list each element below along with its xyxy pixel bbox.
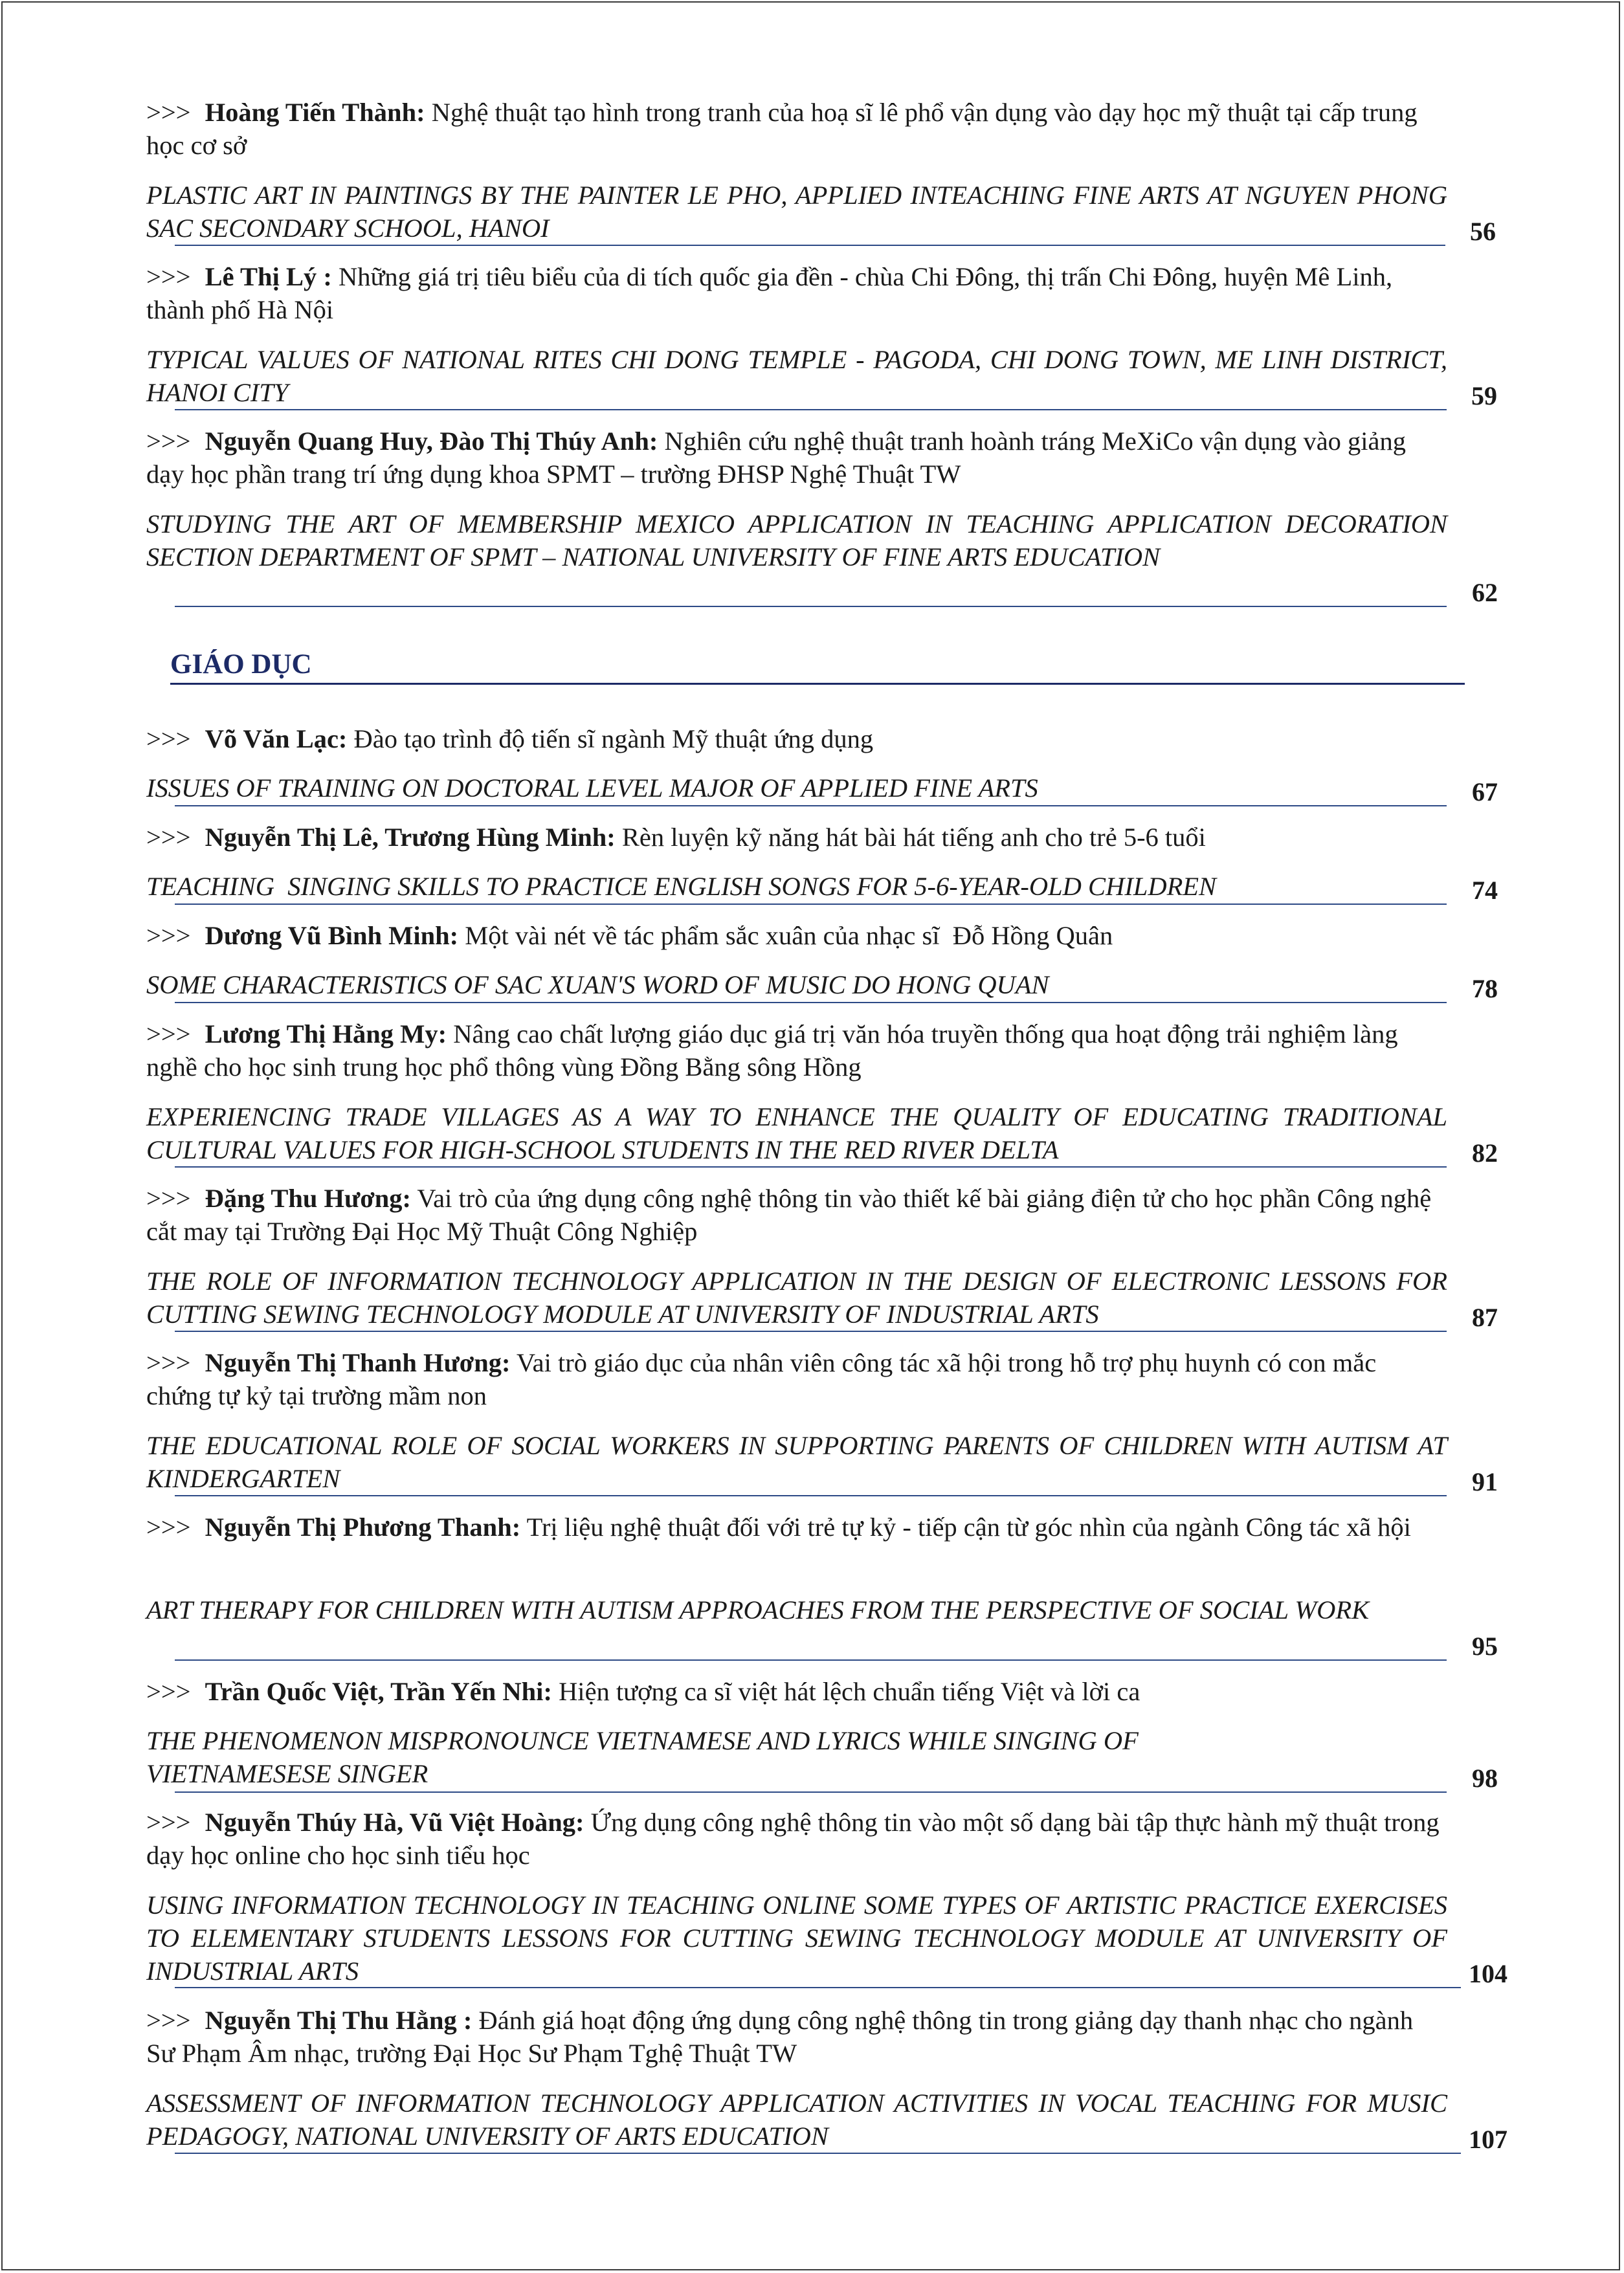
entry-author: Hoàng Tiến Thành: <box>205 98 425 127</box>
entry-page-number: 67 <box>1472 777 1498 806</box>
entry-english-title: THE PHENOMENON MISPRONOUNCE VIETNAMESE AND LYRICS WHILE SINGING OF VIETNAMESESE SINGER <box>146 1726 1139 1788</box>
entry-marker: >>> <box>146 921 191 950</box>
entry-page-number: 104 <box>1469 1959 1507 1988</box>
entry-english-title: ISSUES OF TRAINING ON DOCTORAL LEVEL MAJOR OF APPLIED FINE ARTS <box>146 773 1038 803</box>
entry-author: Võ Văn Lạc: <box>205 724 348 753</box>
entry-marker: >>> <box>146 262 191 291</box>
entry-page-number: 87 <box>1472 1303 1498 1332</box>
entry-page-number: 62 <box>1472 578 1498 607</box>
entry-page-number: 95 <box>1472 1632 1498 1661</box>
entry-page-number: 59 <box>1471 381 1497 410</box>
entry-leader-rule <box>175 1659 1447 1661</box>
entry-page-number: 78 <box>1472 974 1498 1003</box>
entry-title-vn: Trị liệu nghệ thuật đối với trẻ tự kỷ - tiếp cận từ góc nhìn của ngành Công tác xã hội <box>526 1513 1411 1542</box>
entry-title-vn: Ứng dụng công nghệ thông tin vào một số dạng bài tập thực hành mỹ thuật trong dạy học online cho học sinh tiểu học <box>146 1808 1440 1870</box>
entry-english-title: THE ROLE OF INFORMATION TECHNOLOGY APPLICATION IN THE DESIGN OF ELECTRONIC LESSONS FOR CUTTING SEWING TECHNOLOGY MODULE AT UNIVERSITY OF INDUSTRIAL ARTS <box>146 1267 1447 1329</box>
entry-leader-rule <box>175 1987 1461 1988</box>
entry-author: Trần Quốc Việt, Trần Yến Nhi: <box>205 1677 552 1706</box>
entry-title-vn: Đánh giá hoạt động ứng dụng công nghệ thông tin trong giảng dạy thanh nhạc cho ngành Sư Phạm Âm nhạc, trường Đại Học Sư Phạm Tghệ Thuật TW <box>146 2006 1414 2068</box>
entry-author: Nguyễn Thị Thanh Hương: <box>205 1348 511 1377</box>
entry-title-vn: Nghiên cứu nghệ thuật tranh hoành tráng MeXiCo vận dụng vào giảng dạy học phần trang trí ứng dụng khoa SPMT – trường ĐHSP Nghệ Thuật TW <box>146 427 1407 489</box>
entry-vietnamese-title <box>146 1017 1447 1083</box>
entry-vietnamese-title <box>146 1675 1447 1708</box>
entry-author: Nguyễn Quang Huy, Đào Thị Thúy Anh: <box>205 427 658 456</box>
entry-english-title: ART THERAPY FOR CHILDREN WITH AUTISM APPROACHES FROM THE PERSPECTIVE OF SOCIAL WORK <box>146 1595 1370 1624</box>
entry-leader-rule <box>175 409 1447 410</box>
entry-vietnamese-title <box>146 1806 1447 1872</box>
entry-author: Nguyễn Thị Thu Hằng : <box>205 2006 473 2035</box>
entry-leader-rule <box>175 2153 1461 2154</box>
entry-vietnamese-title <box>146 2004 1447 2070</box>
entry-vietnamese-title <box>146 722 1447 755</box>
entry-marker: >>> <box>146 98 191 127</box>
entry-author: Dương Vũ Bình Minh: <box>205 921 459 950</box>
entry-leader-rule <box>175 1791 1447 1793</box>
entry-marker: >>> <box>146 2006 191 2035</box>
entry-marker: >>> <box>146 1184 191 1213</box>
entry-vietnamese-title <box>146 96 1447 162</box>
entry-english-title: TYPICAL VALUES OF NATIONAL RITES CHI DONG TEMPLE - PAGODA, CHI DONG TOWN, ME LINH DISTRICT, HANOI CITY <box>146 345 1447 407</box>
entry-vietnamese-title <box>146 919 1447 952</box>
entry-title-vn: Rèn luyện kỹ năng hát bài hát tiếng anh cho trẻ 5-6 tuổi <box>621 823 1206 852</box>
entry-english-title: THE EDUCATIONAL ROLE OF SOCIAL WORKERS IN SUPPORTING PARENTS OF CHILDREN WITH AUTISM AT KINDERGARTEN <box>146 1431 1447 1493</box>
entry-marker: >>> <box>146 1808 191 1837</box>
entry-marker: >>> <box>146 823 191 852</box>
entry-author: Lương Thị Hằng My: <box>205 1019 447 1048</box>
entry-author: Đặng Thu Hương: <box>205 1184 412 1213</box>
entry-leader-rule <box>175 1495 1447 1496</box>
entry-title-vn: Nghệ thuật tạo hình trong tranh của hoạ sĩ lê phổ vận dụng vào dạy học mỹ thuật tại cấp trung học cơ sở <box>146 98 1418 160</box>
entry-english-title: SOME CHARACTERISTICS OF SAC XUAN'S WORD OF MUSIC DO HONG QUAN <box>146 970 1049 999</box>
entry-vietnamese-title <box>146 1511 1447 1544</box>
entry-leader-rule <box>175 1166 1447 1168</box>
entry-title-vn: Hiện tượng ca sĩ việt hát lệch chuẩn tiếng Việt và lời ca <box>559 1677 1140 1706</box>
entry-vietnamese-title <box>146 1182 1447 1248</box>
entry-marker: >>> <box>146 1677 191 1706</box>
entry-vietnamese-title <box>146 821 1447 854</box>
entry-title-vn: Nâng cao chất lượng giáo dục giá trị văn hóa truyền thống qua hoạt động trải nghiệm làng nghề cho học sinh trung học phổ thông vùng Đồng Bằng sông Hồng <box>146 1019 1398 1081</box>
entry-marker: >>> <box>146 724 191 753</box>
entry-english-title: EXPERIENCING TRADE VILLAGES AS A WAY TO ENHANCE THE QUALITY OF EDUCATING TRADITIONAL CULTURAL VALUES FOR HIGH-SCHOOL STUDENTS IN THE RED RIVER DELTA <box>146 1102 1447 1164</box>
entry-author: Nguyễn Thúy Hà, Vũ Việt Hoàng: <box>205 1808 584 1837</box>
entry-leader-rule <box>175 245 1445 246</box>
entry-english-title: PLASTIC ART IN PAINTINGS BY THE PAINTER LE PHO, APPLIED INTEACHING FINE ARTS AT NGUYEN PHONG SAC SECONDARY SCHOOL, HANOI <box>146 181 1447 243</box>
entry-page-number: 98 <box>1472 1764 1498 1793</box>
entry-leader-rule <box>175 805 1447 806</box>
entry-title-vn: Những giá trị tiêu biểu của di tích quốc gia đền - chùa Chi Đông, thị trấn Chi Đông, huyện Mê Linh, thành phố Hà Nội <box>146 262 1393 324</box>
entry-title-vn: Đào tạo trình độ tiến sĩ ngành Mỹ thuật ứng dụng <box>353 724 874 753</box>
entry-page-number: 56 <box>1470 217 1496 246</box>
entry-english-title: USING INFORMATION TECHNOLOGY IN TEACHING ONLINE SOME TYPES OF ARTISTIC PRACTICE EXERCISES TO ELEMENTARY STUDENTS LESSONS FOR CUTTING SEWING TECHNOLOGY MODULE AT UNIVERSITY OF INDUSTRIAL ARTS <box>146 1890 1447 1986</box>
entry-marker: >>> <box>146 1513 191 1542</box>
entry-title-vn: Vai trò của ứng dụng công nghệ thông tin vào thiết kế bài giảng điện tử cho học phần Công nghệ cắt may tại Trường Đại Học Mỹ Thuật Công Nghiệp <box>146 1184 1432 1246</box>
section-rule <box>170 683 1465 685</box>
entry-marker: >>> <box>146 1348 191 1377</box>
entry-vietnamese-title <box>146 1346 1447 1412</box>
entry-title-vn: Vai trò giáo dục của nhân viên công tác xã hội trong hỗ trợ phụ huynh có con mắc chứng tự kỷ tại trường mầm non <box>146 1348 1377 1410</box>
entry-marker: >>> <box>146 1019 191 1048</box>
entry-leader-rule <box>175 1002 1447 1003</box>
entry-author: Nguyễn Thị Lê, Trương Hùng Minh: <box>205 823 616 852</box>
entry-vietnamese-title <box>146 260 1447 326</box>
entry-vietnamese-title <box>146 425 1447 491</box>
entry-author: Lê Thị Lý : <box>205 262 332 291</box>
entry-leader-rule <box>175 606 1447 607</box>
entry-title-vn: Một vài nét về tác phẩm sắc xuân của nhạc sĩ Đỗ Hồng Quân <box>465 921 1113 950</box>
entry-author: Nguyễn Thị Phương Thanh: <box>205 1513 521 1542</box>
entry-page-number: 82 <box>1472 1138 1498 1168</box>
entry-page-number: 91 <box>1472 1467 1498 1496</box>
entry-leader-rule <box>175 904 1447 905</box>
entry-english-title: ASSESSMENT OF INFORMATION TECHNOLOGY APPLICATION ACTIVITIES IN VOCAL TEACHING FOR MUSIC PEDAGOGY, NATIONAL UNIVERSITY OF ARTS EDUCATION <box>146 2089 1447 2151</box>
entry-english-title: TEACHING SINGING SKILLS TO PRACTICE ENGLISH SONGS FOR 5-6-YEAR-OLD CHILDREN <box>146 872 1217 901</box>
entry-marker: >>> <box>146 427 191 456</box>
entry-english-title: STUDYING THE ART OF MEMBERSHIP MEXICO APPLICATION IN TEACHING APPLICATION DECORATION SECTION DEPARTMENT OF SPMT – NATIONAL UNIVERSITY OF FINE ARTS EDUCATION <box>146 509 1447 571</box>
section-title: GIÁO DỤC <box>170 649 312 680</box>
entry-page-number: 107 <box>1469 2125 1507 2154</box>
entry-page-number: 74 <box>1472 876 1498 905</box>
entry-leader-rule <box>175 1331 1447 1332</box>
